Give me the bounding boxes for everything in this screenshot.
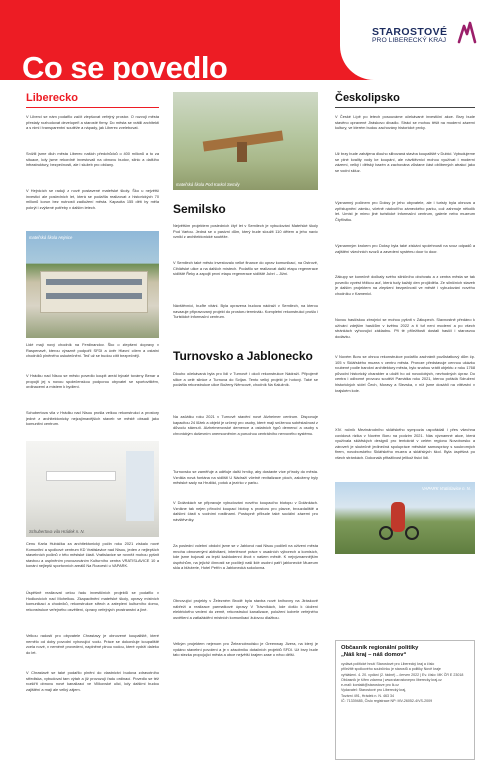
paragraph: V České Lípě po letech posouváme očekávané investiční akce. Brzy bude stavěno opravené Jiráskovo divadlo. Stráci se mohou těšit na moderní zázemí kultury, ve kterém budou zachovány historické prvky. — [335, 114, 475, 131]
header-banner — [0, 0, 500, 85]
section-heading-semilsko: Semilsko — [173, 202, 226, 216]
photo-ms-pod-vartou — [173, 92, 318, 190]
paragraph: Cenu Karla Hubáčka za architektonický počin roku 2021 získalo nové Komunitní a spolkové centrum KD Vratislavice nad Nisou, jeden z nejlepších stavebních počinů v této městské části. Vratislavice se rovněž mohou pyšnit stavbou a usplněním provozováním Kulturního centra VRATISLAVICE 10 a konání nejlepší sportovních areálů Na Rozcestí u VAPARK. — [26, 541, 159, 569]
photo-caption: Schubertova vila Hrádek n. N. — [29, 529, 85, 534]
imprint-line: Vydavatel: Starostové pro Liberecký kraj, — [341, 688, 407, 693]
paragraph: Velkou radostí pro obyvatele Chrastavy je obnovené koupaliště, které nemělo od doby povodní vyhovující vodu. Práce se dokončuje koupaliště zcela nové, v neméně provedení, naplněné plnou vodou, které vydrží daleko do let. — [26, 633, 159, 655]
logo-subtitle: PRO LIBERECKÝ KRAJ — [372, 37, 447, 44]
window-shape — [126, 451, 154, 521]
imprint-line: Občasník je šířen zdarma | www.starostovepro liberecky kraj.cz — [341, 677, 442, 682]
paragraph: Úspěšně realizovat celou řadu investičních projektů se podařilo v Hodkovicích nad Mohelkou. Zkapacitnění mateřské školy, opravy místních komunikací a chodníků, rekonstrukce střech a zateplení kulturního domu, rekonstrukce veřejného osvětlení, úpravy veřejných prostranství a jiné. — [26, 590, 159, 612]
imprint-line: vyhlášení. 4. 20. vydání (2. řádné) – červen 2022 | Ev. číslo: MK ČR E 23018 — [341, 672, 464, 677]
paragraph: Významný počinem pro Doksy je jeho obyvatele, ale i turisty byla obnova a zpřístupnění zámku, včetně nádvořího zámeckého parku, což zahrnuje několik let. Umíst je mimo jiné turistické informační centrum, galerie nebo muzeum Čtyřlístku. — [335, 200, 475, 222]
column-ceskolipsko — [335, 92, 475, 558]
photo-ms-hejnice — [26, 231, 159, 338]
paragraph: Lidé mají nový chodník na Ferdinandov. Ško o zlepšení dopravy v Raspenavě, kterou výrazně podpořil SFDI a úvěr Hlavní cílem a ostatní chodníků plněného uskutečnění. Teď už se budou cítit bezpečněji. — [26, 342, 159, 359]
paragraph: V Liberci se nám podařilo začít zlepšovat veřejný prostor. O rozvoji města přestaly rozhodovat developeři a starosté firmy. Do města se vrátili architekti a s nimi i transparentní soutěže a nápady, jak Liberec zvelebovat. — [26, 114, 159, 131]
imprint-line: příležitě spolkového soubčínku je starostů a politiky Nově kraje — [341, 667, 441, 672]
paragraph: V Hejnicích se radují z nově postavené mateřské školy. Ško u největší investicí ale posledních let, která se podařila realizovat z historických 70 milionů korun bez nutnosti zadlužení města. Kapacita 155 dětí by měla pokrýt i zvýšené potřeby v dalším letech. — [26, 188, 159, 210]
section-heading-ceskolipsko: Českolipsko — [335, 92, 475, 108]
section-heading-turnovsko: Turnovsko a Jablonecko — [173, 349, 313, 363]
paragraph: V Hrádku nad Nisou se město povedlo koupit areál bývalé továrny Benar a propojit jej s novou společenskou podporou obyvatel se sportovištěm, ordinacemi a místem k bydlení. — [26, 373, 159, 390]
imprint-title: Občasník regionální politiky — [341, 645, 419, 651]
imprint-lines — [341, 662, 469, 704]
paragraph: XIV. ročník Mezinárodního sklářského sympozia uspořádali i přes všechna covidová rizika v Novém Boru na podzim 2021. Nás významné akce, která využívala sklářských designů pro tentokrát v celém regionu Novoborsko a zároveň je skutečně jedinečná spolupráce městské samosprávy s soukromých firem, novoborského Sklářského muzea a sklářských škol. Byla úspěšná po všech stránkách. Dokonalá přitažlivost jelikož tisíci lidí. — [335, 427, 475, 460]
paragraph: V Dolánkách se připravuje vybudování nového koupacího biotopu v Dolánkách. Vznikne tak nejen přírodní koupací biotop s prostoru pro plavce, brouzdaliště a dalšími části s vodními rostlinami. Postupně přibude také sociální zázemí pro návštěvníky. — [173, 500, 318, 522]
starostove-mark-icon — [456, 20, 478, 46]
column-liberecko — [26, 92, 159, 707]
window-band — [46, 293, 142, 299]
paragraph: V Chrastavě se také podařilo plnění do vlastnictví budova zdravotního střediska, vybudoval tam výtah a již provozují řadu ordinací. Povedlo se též rozšířit obnovu nové kanalizací ve Vilikovské ulici, kdy dalšími budou zajištění a mají ale velký zájem. — [26, 670, 159, 692]
paragraph: Obnovující projekty v Železném Brodě byla stavba nové knihovny na Jiráskově nábřeží a realizace parmatkové úpravy V Trávníkách, kde došlo k úložení elektrického vedení do země, rekonstrukci kanalizace, položení kobeťe veřejného osvětlení a zatlažádění místních komunikací žulovou dlažbou. — [173, 598, 318, 620]
page-title: Co se povedlo — [22, 50, 228, 85]
paragraph: Schubertova vila v Hrádku nad Nisou prošla velkou rekonstrukcí a prostory jedné z architektonicky nejzajímavějších staveb ve městě obsadí jako komunitní centrum. — [26, 410, 159, 427]
wheel-shape — [379, 526, 393, 540]
paragraph: Velkým projektem nejenom pro Železnobrodsko je Greenway Jizera, na který je vydáno stavební povolení a je v zásobníku dotačních projektů SFDI. Už brzy bude tato stezka propojující města a obce největší krajem zase o něco dělší. — [173, 641, 318, 658]
paragraph: V Semilech také město investovalo velké finance do oprav komunikací, na Ostrově, Cihlářské ulice a na dalších místech. Podařilo se realizovat další etapu regenerace sídliště Řeky a zapojit první etapu regenerace sídliště Jubrí – Jižní. — [173, 260, 318, 277]
paragraph: Významným krokem pro Doksy byla také získání spolehnosti na svoz odpadů a zajištění všechnich svozů a zavedení systému door to door. — [335, 243, 475, 254]
imprint-box — [335, 640, 475, 760]
paragraph: Dlouho očekávaná byla pro lidi v Turnově i okolí rekonstrukce Nádraží. Připojeně silice a celé silnice z Turnova do Svijan. Tento velký projekt je hotový. Také se podařila rekonstrukce ulice Boženy Němcové, chodník Na Kalužník. — [173, 371, 318, 388]
photo-caption: VAPARK Vratislavice n. N. — [422, 486, 471, 491]
paragraph: Na začátku roku 2021 v Turnově stavění nové Alzheimer centrum. Disponuje kapacitou 24 lůžek a objekt je určený pro osoby, které mají sníženou soběstačnost z důvodu stárnutí. Alzheimerovské demence a ostatních typů demencí a osoby s chronickým duševním onemocněním a poruchou centrálního nervového systému. — [173, 414, 318, 436]
paragraph: Turnovsko se zaměřuje a uděluje další hrníky, aby dostavte více přírody do města. Vznikla nová fontána na sídlišti U Nádraží včetně revitalizace ploch, založeny byly městské sady na Hruštici, potok a jezírko v parku. — [173, 469, 318, 486]
paragraph: Zákupy se konečně dočkaly svého silničního obchvatu a z centra města se tak povedlo vyvést těžkou auť, která tudy každý den projížděla. Ze silničních staveb je dalším projektem na zlepšení bezpečnosti ve městě i vybudování nového chodníku v Kamenici. — [335, 274, 475, 296]
photo-caption: mateřská škola Pod Karkol Semily — [176, 182, 240, 187]
logo — [340, 0, 500, 80]
photo-schubertova-vila — [26, 441, 159, 537]
building-shape — [40, 271, 148, 313]
paragraph: Snížili jsme dluh města Liberec našich předchůdců o 400 milionů a to za situace, kdy jsme rekordně investovali na obnovu budov, silnic a dalšího infrastruktury, bezpečnosti, ale i služeb pro občany. — [26, 151, 159, 168]
imprint-line: Tovární 491, Hrádek n. N. 463 34 — [341, 693, 394, 698]
paragraph: Novou hasičskou zbrojnici se mohou pyšnit v Zákupech. Slavnostně předáno k užívání zdejším hasičům v květnu 2022 a tí tuf není moderní a po všech stránkách vyhovující základnu. Při té příležitosti dostali hasiči i starosvou dodávku. — [335, 317, 475, 339]
table-shape — [46, 471, 116, 481]
imprint-line: IČ: 71339485, Číslo registrace NP: MV-26052-4/VS-2009 — [341, 699, 433, 704]
paragraph: Návštěvníci, buďte vítáni. Byla opravena budova nádraží v Semilech, na kterou navazuje připravovaný projekt do prostoru terminálu. Kompletní rekonstrukci prošlo i Turistické informační centrum. — [173, 303, 318, 320]
photo-caption: mateřská škola Hejnice — [29, 235, 73, 240]
paragraph: Největším projektem posledních čtyř let v Semilech je vybudování Mateřské školy Pod Vartou. Jedná se o pasivní dům, který bude sloužit 110 dětem a jeho navíc vznikl z architektonické soutěže. — [173, 223, 318, 240]
imprint-line: vydává politické hnutí Starostové pro Liberecký kraj a číslo — [341, 662, 435, 666]
paragraph: Už brzy bude zahájena dlouho slibovaná stavba koupaliště v Dubici. Vybudujeme se plné kvality vody ke koupání, ale návštěvníci mohou využívat i moderní zázemí, velký i dětský bazén a zachována zůstane část oblíbených atrakcí jako se vodní skluz. — [335, 151, 475, 173]
seesaw-base — [237, 142, 247, 162]
imprint-subtitle: „Náš kraj – náš domov“ — [341, 652, 407, 658]
logo-name: STAROSTOVÉ — [372, 26, 448, 38]
rider-shape — [391, 502, 405, 532]
wheel-shape — [405, 526, 419, 540]
window-band — [46, 279, 142, 285]
paragraph: V Novém Boru se ohnou rekonstrukce podařilo zachránit pozůstatkový dům čp. 105 v Sklářského muzea v centru města. Proroze představuje cennou ukázku roubené podle barokní architektury města, bylo snahou vrátit objektu z roku 1768 původní historický charakter a uložit ho od novodobých, nevhodných úprav. Do centra i odborné provozu soutěži Památka roku 2021, kterou pořádá Sdružení historických sídel Čech, Moravy a Slezska, v níž jsme dosáhli na vítězství v krajském kole. — [335, 354, 475, 393]
column-semilsko — [173, 92, 318, 678]
section-heading-liberecko: Liberecko — [26, 92, 159, 108]
paragraph: Za poslední volební období jsme se v Jablonci nad Nisou podíleli na oživení města mnoha obnovenými aktivitami, interiérové práce v osadních výborech a komisích, kde jsme bojovali za lepší každodenní život v našem městě. K nejvýznamnějším úspěchům, na jejichž činnosti se podílejí naši lidé osobní patří jablonecké Muzeum skla a bižuterie, Hotel Petřín a Jablonecká sokolovna. — [173, 543, 318, 571]
photo-vapark — [335, 482, 475, 554]
imprint-line: e-mail: kontakt@starostove pro lk.cz — [341, 683, 399, 688]
